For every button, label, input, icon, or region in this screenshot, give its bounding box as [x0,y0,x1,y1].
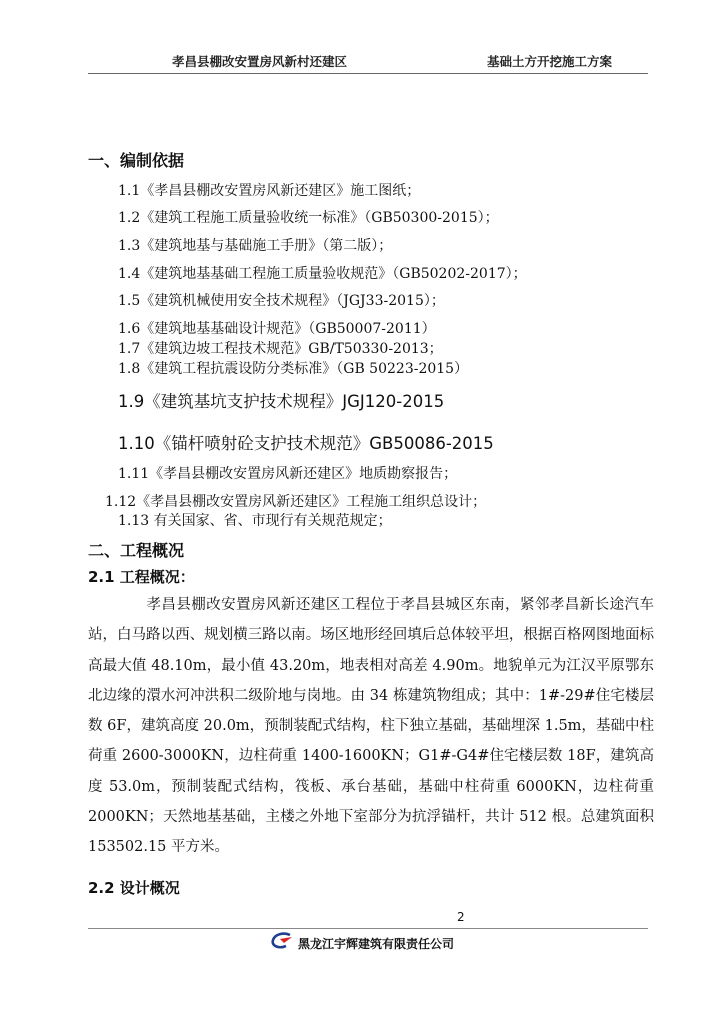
project-overview-text: 孝昌县棚改安置房风新还建区工程位于孝昌县城区东南，紧邻孝昌新长途汽车站，白马路以西、规划横三路以南。场区地形经回填后总体较平坦，根据百格网图地面标高最大值 48.10m，最小值 43.20m，地表相对高差 4.90m。地貌单元为江汉平原鄂东北边缘的澴水河冲洪积二级阶地与岗地。由 34 栋建筑物组成；其中：1#-29#住宅楼层数 6F，建筑高度 20.0m，预制装配式结构，柱下独立基础，基础埋深 1.5m，基础中柱荷重 2600-3000KN，边柱荷重 1400-1600KN；G1#-G4#住宅楼层数 18F，建筑高度 53.0m，预制装配式结构，筏板、承台基础，基础中柱荷重 6000KN，边柱荷重 2000KN；天然地基基础，主楼之外地下室部分为抗浮锚杆，共计 512 根。总建筑面积 153502.15 平方米。 [88,597,654,856]
basis-item-1-5: 1.5《建筑机械使用安全技术规程》（JGJ33-2015）； [118,293,445,309]
basis-item-1-2: 1.2《建筑工程施工质量验收统一标准》（GB50300-2015）； [118,210,499,226]
section-1-heading: 一、编制依据 [88,151,185,170]
header-document-title: 基础土方开挖施工方案 [487,54,613,69]
header-project-title: 孝昌县棚改安置房风新村还建区 [172,54,348,69]
basis-item-1-6: 1.6《建筑地基基础设计规范》（GB50007-2011） [118,321,436,337]
company-logo-icon [270,931,296,951]
page-number: 2 [457,910,465,924]
basis-item-1-8: 1.8《建筑工程抗震设防分类标准》（GB 50223-2015） [118,361,469,377]
footer-company-name: 黑龙江宇辉建筑有限责任公司 [298,937,455,951]
basis-item-1-10: 1.10《锚杆喷射砼支护技术规范》GB50086-2015 [118,434,494,453]
basis-item-1-3: 1.3《建筑地基与基础施工手册》（第二版）； [118,238,393,254]
basis-item-1-13: 1.13 有关国家、省、市现行有关规范规定； [118,513,392,529]
basis-item-1-9: 1.9《建筑基坑支护技术规程》JGJ120-2015 [118,392,445,411]
basis-item-1-12: 1.12《孝昌县棚改安置房风新还建区》工程施工组织总设计； [105,494,487,510]
basis-item-1-7: 1.7《建筑边坡工程技术规范》GB/T50330-2013； [118,341,443,357]
basis-item-1-11: 1.11《孝昌县棚改安置房风新还建区》地质勘察报告； [118,466,458,482]
section-2-2-heading: 2.2 设计概况 [88,879,180,897]
project-overview-paragraph [88,590,654,863]
basis-item-1-1: 1.1《孝昌县棚改安置房风新还建区》施工图纸； [118,183,421,199]
basis-item-1-4: 1.4《建筑地基基础工程施工质量验收规范》（GB50202-2017）； [118,266,527,282]
header-divider [88,73,648,74]
section-2-1-heading: 2.1 工程概况： [88,568,195,586]
footer-divider [88,928,648,929]
section-2-heading: 二、工程概况 [88,541,185,560]
